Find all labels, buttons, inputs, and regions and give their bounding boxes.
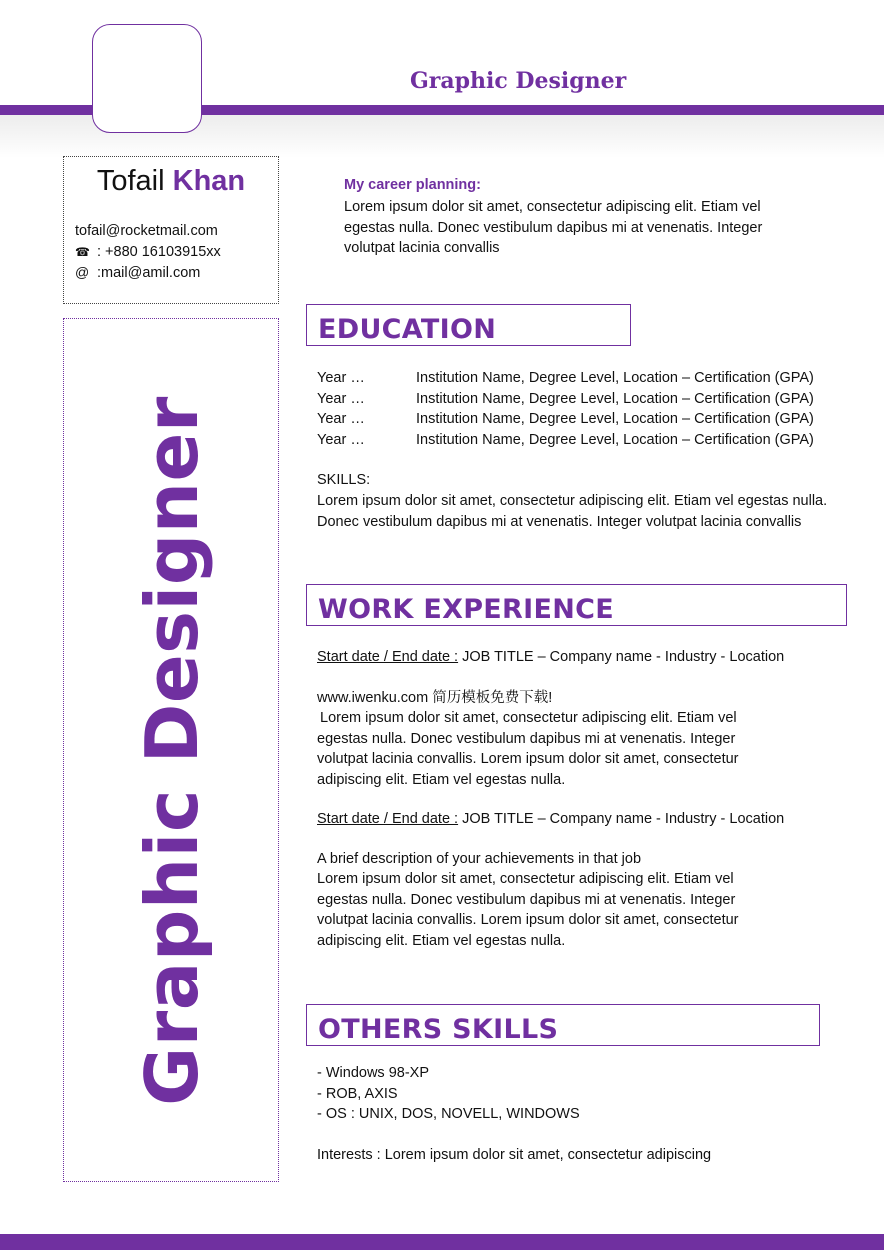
job-line bbox=[317, 647, 784, 668]
work-section-header bbox=[306, 584, 847, 626]
work-title: WORK EXPERIENCE bbox=[318, 594, 614, 625]
education-section-header bbox=[306, 304, 631, 346]
career-heading: My career planning: bbox=[344, 177, 481, 193]
education-title: EDUCATION bbox=[318, 314, 497, 345]
profile-photo-frame bbox=[92, 24, 202, 133]
full-name bbox=[64, 165, 278, 198]
email-text: tofail@rocketmail.com bbox=[75, 223, 218, 239]
education-list bbox=[317, 368, 857, 450]
education-row bbox=[317, 389, 857, 410]
list-item: - Windows 98-XP bbox=[317, 1065, 430, 1081]
job-intro: www.iwenku.com 简历模板免费下载! bbox=[317, 690, 553, 706]
skills-body: Lorem ipsum dolor sit amet, consectetur adipiscing elit. Etiam vel egestas nulla. Donec vestibulum dapibus mi at venenatis. Integer volutpat lacinia convallis bbox=[317, 493, 828, 530]
mail-line bbox=[75, 264, 200, 281]
career-body: Lorem ipsum dolor sit amet, consectetur adipiscing elit. Etiam vel egestas nulla. Donec vestibulum dapibus mi at venenatis. Integer volutpat lacinia convallis bbox=[344, 199, 763, 256]
education-detail: Institution Name, Degree Level, Location – Certification (GPA) bbox=[416, 390, 814, 407]
education-detail: Institution Name, Degree Level, Location – Certification (GPA) bbox=[416, 411, 814, 427]
job-date-label: Start date / End date : bbox=[317, 811, 459, 827]
job-line bbox=[317, 809, 784, 830]
education-detail: Institution Name, Degree Level, Location – Certification (GPA) bbox=[416, 370, 814, 386]
education-year: Year … bbox=[317, 431, 365, 448]
list-item: - OS : UNIX, DOS, NOVELL, WINDOWS bbox=[317, 1106, 580, 1122]
education-detail: Institution Name, Degree Level, Location – Certification (GPA) bbox=[416, 431, 814, 448]
job-body: Lorem ipsum dolor sit amet, consectetur adipiscing elit. Etiam vel egestas nulla. Donec vestibulum dapibus mi at venenatis. Integer volutpat lacinia convallis. Lorem ipsum dolor sit amet, consectetur adipiscing elit. Etiam vel egestas nulla. bbox=[317, 871, 739, 949]
education-year: Year … bbox=[317, 411, 365, 427]
name-card bbox=[63, 156, 279, 304]
phone-line bbox=[75, 244, 221, 260]
education-row bbox=[317, 368, 857, 389]
job-date-label: Start date / End date : bbox=[317, 649, 459, 665]
list-item: - ROB, AXIS bbox=[317, 1085, 398, 1102]
education-year: Year … bbox=[317, 390, 365, 407]
others-title: OTHERS SKILLS bbox=[318, 1014, 559, 1045]
job-title-line: JOB TITLE – Company name - Industry - Location bbox=[458, 811, 785, 827]
education-row bbox=[317, 409, 857, 430]
side-panel bbox=[63, 318, 279, 1182]
job-title-line: JOB TITLE – Company name - Industry - Location bbox=[458, 649, 785, 665]
mail-text: :mail@amil.com bbox=[97, 265, 201, 281]
header-title: Graphic Designer bbox=[410, 68, 627, 94]
last-name: Khan bbox=[172, 165, 246, 197]
interests-line: Interests : Lorem ipsum dolor sit amet, consectetur adipiscing bbox=[317, 1147, 712, 1163]
education-year: Year … bbox=[317, 370, 365, 386]
footer-bar bbox=[0, 1234, 884, 1250]
job-body: Lorem ipsum dolor sit amet, consectetur adipiscing elit. Etiam vel egestas nulla. Donec vestibulum dapibus mi at venenatis. Integer volutpat lacinia convallis. Lorem ipsum dolor sit amet, consectetur adipiscing elit. Etiam vel egestas nulla. bbox=[317, 710, 739, 788]
first-name: Tofail bbox=[96, 165, 165, 197]
job-intro: A brief description of your achievements in that job bbox=[317, 851, 642, 867]
education-row bbox=[317, 430, 857, 451]
phone-icon: ☎ bbox=[75, 245, 90, 259]
email-line bbox=[75, 223, 218, 239]
at-icon: @ bbox=[75, 264, 90, 280]
skills-label: SKILLS: bbox=[317, 472, 371, 488]
vertical-title: Graphic Designer bbox=[130, 396, 214, 1106]
others-section-header bbox=[306, 1004, 820, 1046]
phone-text: : +880 16103915xx bbox=[97, 244, 221, 260]
others-list bbox=[317, 1063, 580, 1125]
